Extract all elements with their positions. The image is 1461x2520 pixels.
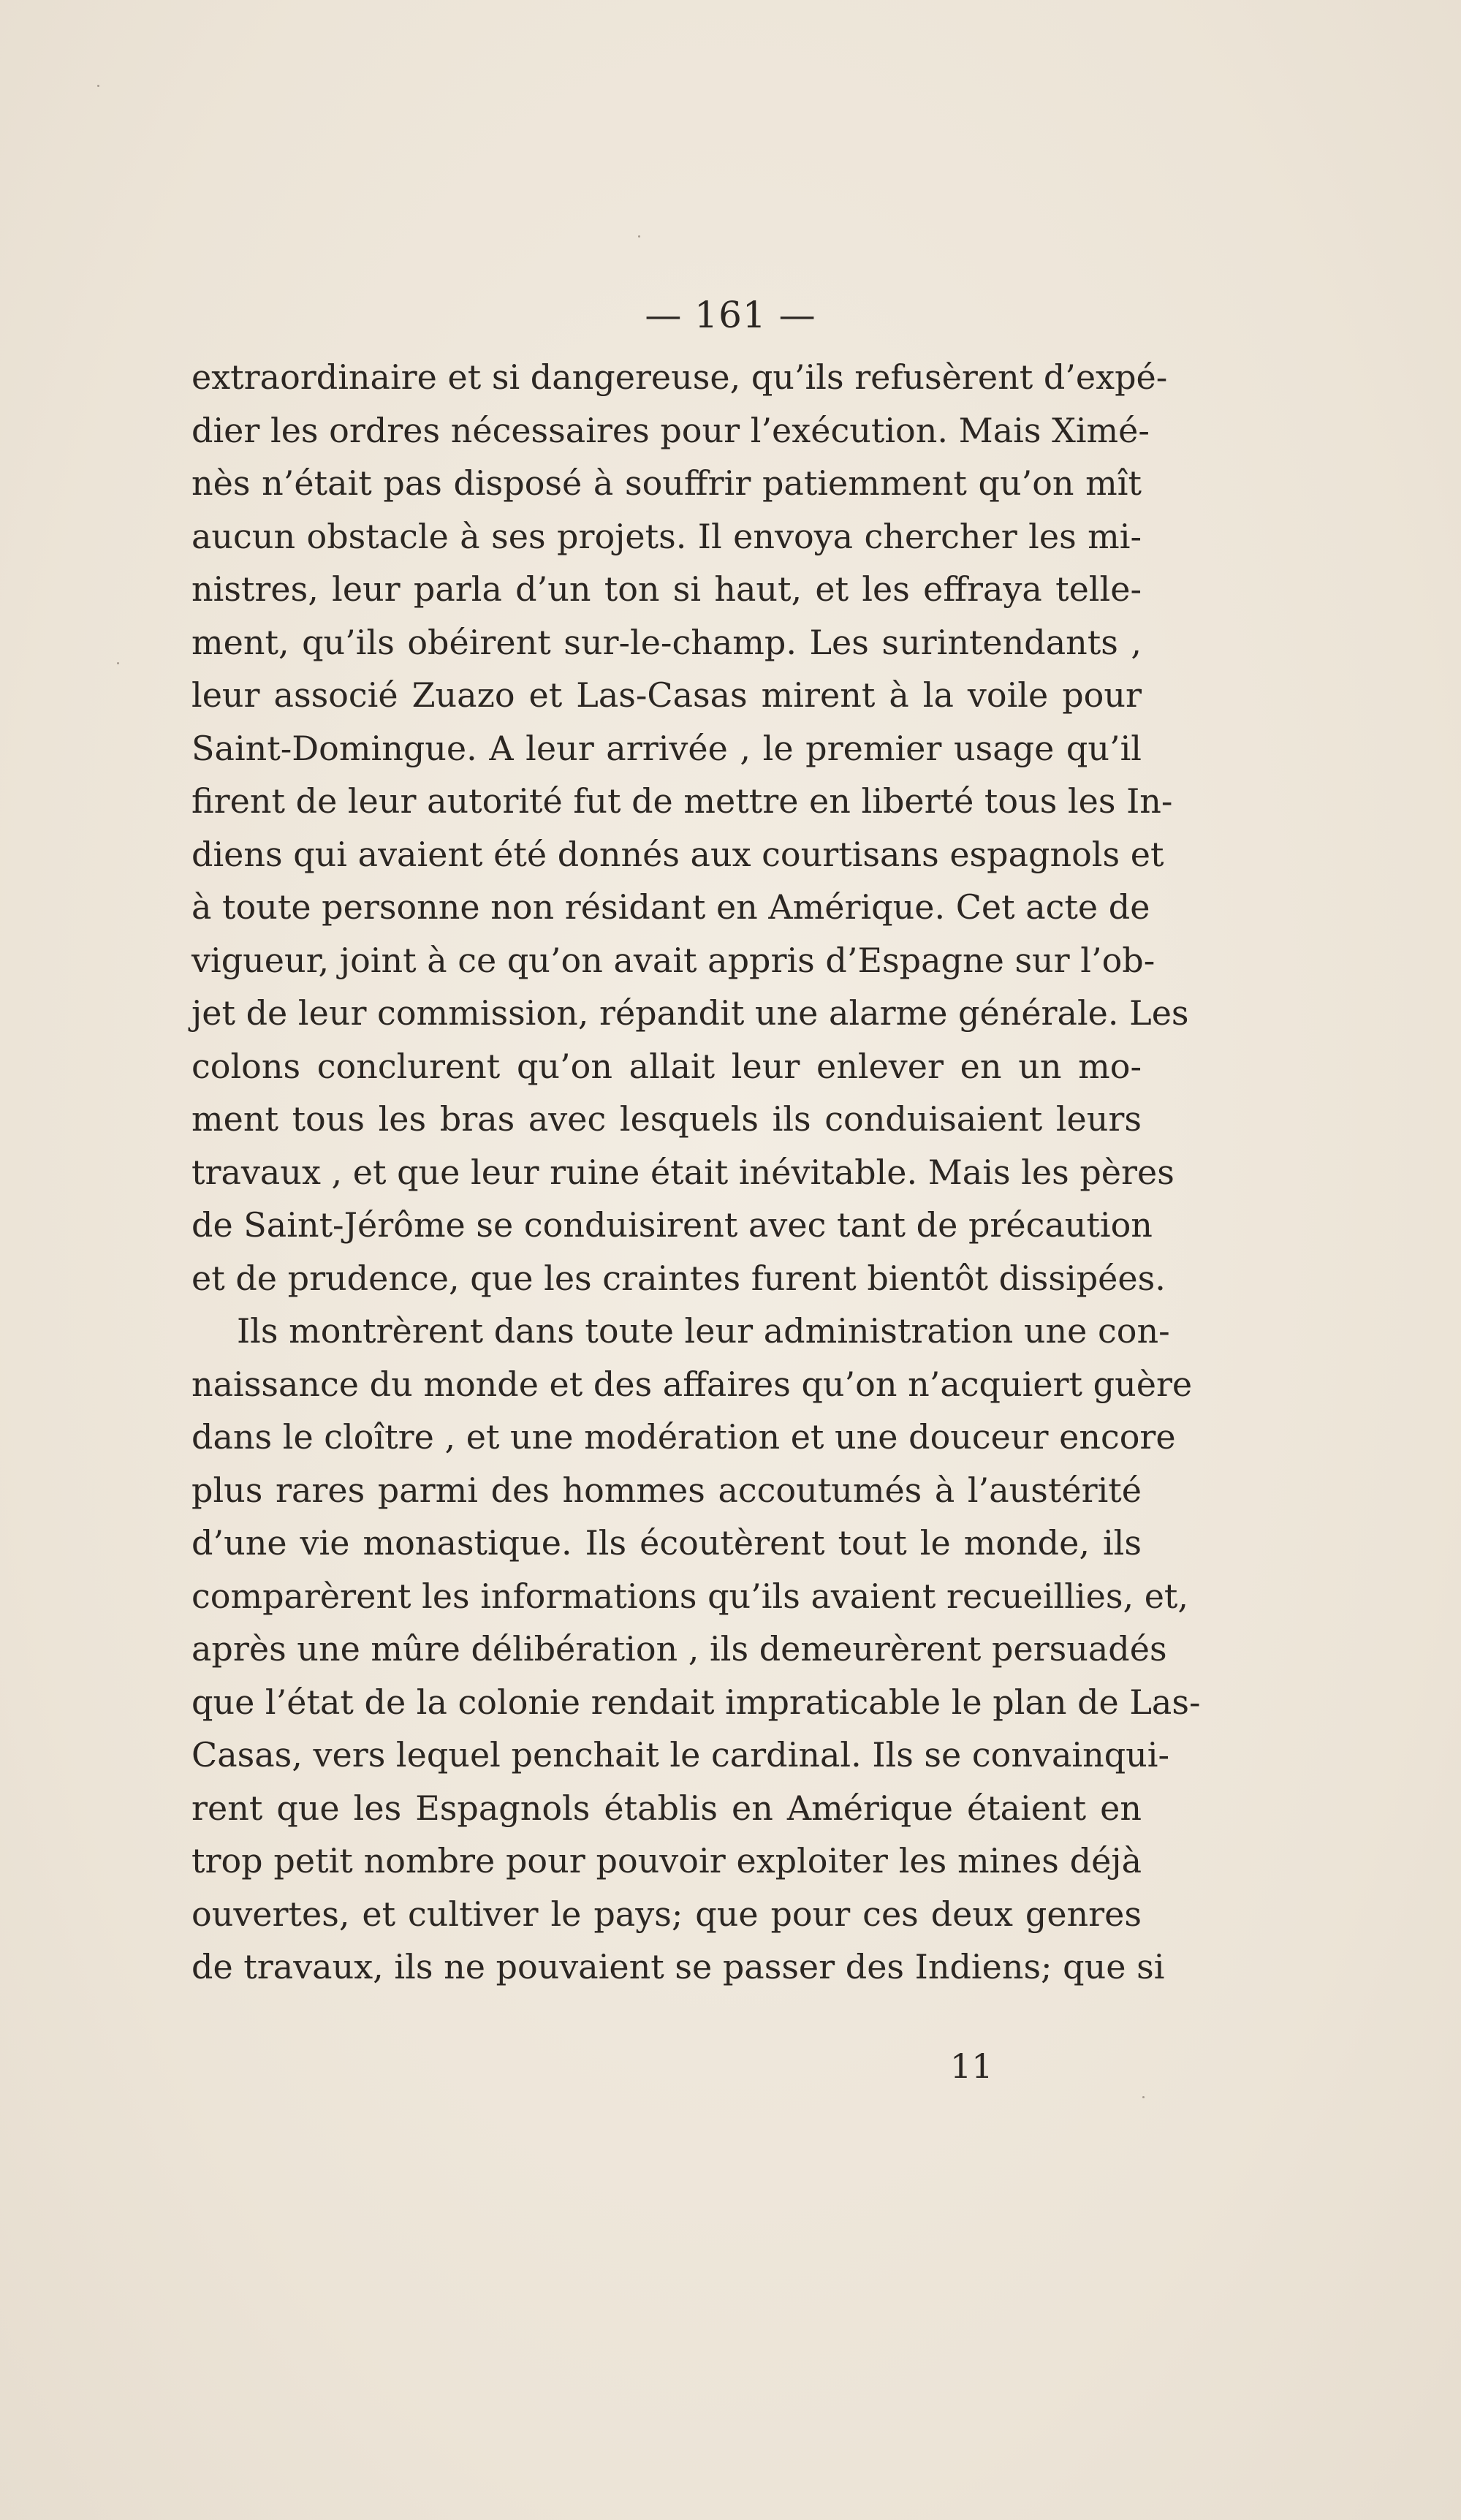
text-line: après une mûre délibération , ils demeurèrent persuadés [191, 1629, 1167, 1669]
signature-mark: 11 [950, 2046, 993, 2086]
text-line: Saint-Domingue. A leur arrivée , le premier usage qu’il [191, 728, 1142, 768]
paper-speck [117, 662, 119, 664]
text-line: rent que les Espagnols établis en Amérique étaient en [191, 1788, 1142, 1828]
text-line: nès n’était pas disposé à souffrir patiemment qu’on mît [191, 463, 1142, 503]
text-line: colons conclurent qu’on allait leur enlever en un mo- [191, 1046, 1142, 1086]
text-line: de Saint-Jérôme se conduisirent avec tant de précaution [191, 1205, 1153, 1245]
text-line: d’une vie monastique. Ils écoutèrent tout le monde, ils [191, 1523, 1142, 1563]
text-line: ment, qu’ils obéirent sur-le-champ. Les surintendants , [191, 622, 1142, 662]
text-line: firent de leur autorité fut de mettre en liberté tous les In- [191, 781, 1173, 821]
paper-speck [1142, 2096, 1145, 2098]
text-line: ment tous les bras avec lesquels ils conduisaient leurs [191, 1099, 1142, 1139]
text-line: naissance du monde et des affaires qu’on n’acquiert guère [191, 1364, 1193, 1404]
text-line: que l’état de la colonie rendait impraticable le plan de Las- [191, 1682, 1201, 1722]
text-line: jet de leur commission, répandit une alarme générale. Les [191, 993, 1189, 1033]
page-number: — 161 — [645, 294, 816, 336]
text-line: et de prudence, que les craintes furent bientôt dissipées. [191, 1258, 1166, 1298]
text-line: dans le cloître , et une modération et une douceur encore [191, 1417, 1176, 1457]
body-text [191, 351, 1201, 1994]
text-line: travaux , et que leur ruine était inévitable. Mais les pères [191, 1152, 1175, 1192]
text-line: Casas, vers lequel penchait le cardinal. Ils se convainqui- [191, 1735, 1170, 1775]
paper-speck [97, 85, 99, 87]
text-line: ouvertes, et cultiver le pays; que pour ces deux genres [191, 1894, 1142, 1934]
text-line: Ils montrèrent dans toute leur administration une con- [237, 1311, 1170, 1351]
text-line: à toute personne non résidant en Amérique. Cet acte de [191, 887, 1150, 927]
text-line: aucun obstacle à ses projets. Il envoya chercher les mi- [191, 516, 1142, 556]
text-line: trop petit nombre pour pouvoir exploiter les mines déjà [191, 1841, 1142, 1880]
text-line: comparèrent les informations qu’ils avaient recueillies, et, [191, 1576, 1189, 1616]
text-line: leur associé Zuazo et Las-Casas mirent à la voile pour [191, 675, 1142, 715]
text-line: nistres, leur parla d’un ton si haut, et les effraya telle- [191, 569, 1142, 609]
paper-speck [638, 235, 640, 238]
text-line: extraordinaire et si dangereuse, qu’ils refusèrent d’expé- [191, 357, 1168, 397]
text-line: diens qui avaient été donnés aux courtisans espagnols et [191, 834, 1164, 874]
text-line: de travaux, ils ne pouvaient se passer des Indiens; que si [191, 1947, 1165, 1986]
text-line: dier les ordres nécessaires pour l’exécution. Mais Ximé- [191, 410, 1150, 450]
text-line: vigueur, joint à ce qu’on avait appris d’Espagne sur l’ob- [191, 940, 1155, 980]
text-line: plus rares parmi des hommes accoutumés à l’austérité [191, 1470, 1142, 1510]
